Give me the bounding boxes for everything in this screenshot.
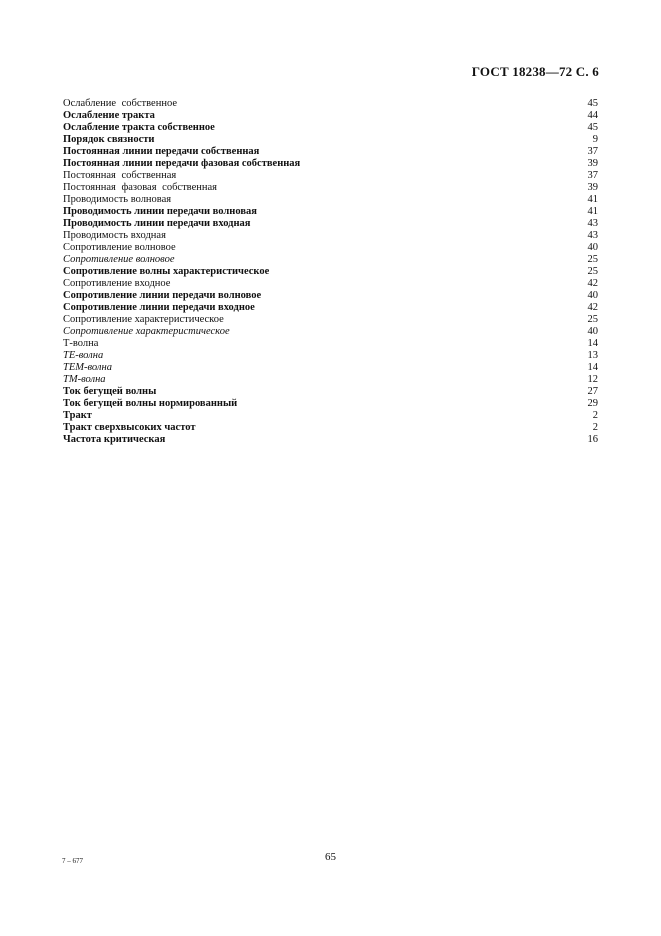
index-entry <box>63 194 598 206</box>
index-term: Сопротивление характеристическое <box>63 314 224 325</box>
index-page-ref: 9 <box>592 134 598 145</box>
index-page-ref: 39 <box>587 158 598 169</box>
index-page-ref: 25 <box>587 254 598 265</box>
index-term: Сопротивление входное <box>63 278 171 289</box>
index-term: Постоянная фазовая собственная <box>63 182 217 193</box>
index-term: Постоянная собственная <box>63 170 177 181</box>
index-page-ref: 29 <box>587 398 598 409</box>
index-page-ref: 41 <box>587 194 598 205</box>
page-number: 65 <box>325 851 336 863</box>
index-entry <box>63 386 598 398</box>
index-entry <box>63 338 598 350</box>
index-entry <box>63 326 598 338</box>
index-term: Сопротивление характеристическое <box>63 326 230 337</box>
index-page-ref: 40 <box>587 290 598 301</box>
index-page-ref: 2 <box>592 410 598 421</box>
index-page-ref: 13 <box>587 350 598 361</box>
index-term: ТМ-волна <box>63 374 106 385</box>
index-entry <box>63 158 598 170</box>
print-code: 7 – 677 <box>62 857 83 865</box>
index-entry <box>63 122 598 134</box>
index-entry <box>63 266 598 278</box>
index-term: Сопротивление линии передачи волновое <box>63 290 262 301</box>
index-term: Сопротивление волновое <box>63 242 176 253</box>
index-page-ref: 45 <box>587 122 598 133</box>
index-entry <box>63 146 598 158</box>
index-term: Сопротивление линии передачи входное <box>63 302 255 313</box>
index-page-ref: 12 <box>587 374 598 385</box>
index-entry <box>63 98 598 110</box>
index-page-ref: 25 <box>587 314 598 325</box>
index-term: Ослабление собственное <box>63 98 177 109</box>
index-term: Проводимость линии передачи входная <box>63 218 251 229</box>
index-page-ref: 45 <box>587 98 598 109</box>
index-term: Проводимость линии передачи волновая <box>63 206 257 217</box>
index-entry <box>63 362 598 374</box>
index-term: Частота критическая <box>63 434 166 445</box>
index-term: Ток бегущей волны нормированный <box>63 398 238 409</box>
index-page-ref: 42 <box>587 278 598 289</box>
index-entry <box>63 218 598 230</box>
index-entry <box>63 170 598 182</box>
index-term: Ослабление тракта собственное <box>63 122 215 133</box>
alphabetical-index <box>63 98 598 446</box>
index-page-ref: 40 <box>587 326 598 337</box>
index-entry <box>63 434 598 446</box>
index-term: ТЕМ-волна <box>63 362 112 373</box>
index-term: Тракт <box>63 410 92 421</box>
index-entry <box>63 134 598 146</box>
index-entry <box>63 302 598 314</box>
index-entry <box>63 314 598 326</box>
index-page-ref: 27 <box>587 386 598 397</box>
index-term: Сопротивление волны характеристическое <box>63 266 270 277</box>
index-entry <box>63 254 598 266</box>
index-entry <box>63 278 598 290</box>
index-page-ref: 43 <box>587 230 598 241</box>
index-term: Тракт сверхвысоких частот <box>63 422 196 433</box>
index-entry <box>63 230 598 242</box>
index-page-ref: 14 <box>587 338 598 349</box>
index-page-ref: 39 <box>587 182 598 193</box>
index-term: Постоянная линии передачи собственная <box>63 146 260 157</box>
index-term: Проводимость волновая <box>63 194 172 205</box>
index-page-ref: 41 <box>587 206 598 217</box>
index-entry <box>63 206 598 218</box>
index-entry <box>63 410 598 422</box>
index-page-ref: 40 <box>587 242 598 253</box>
index-entry <box>63 350 598 362</box>
index-term: Сопротивление волновое <box>63 254 175 265</box>
index-entry <box>63 182 598 194</box>
index-page-ref: 44 <box>587 110 598 121</box>
index-page-ref: 14 <box>587 362 598 373</box>
index-entry <box>63 242 598 254</box>
index-page-ref: 25 <box>587 266 598 277</box>
index-term: Т-волна <box>63 338 99 349</box>
index-page-ref: 43 <box>587 218 598 229</box>
page-header: ГОСТ 18238—72 С. 6 <box>471 64 599 79</box>
index-entry <box>63 374 598 386</box>
index-term: Постоянная линии передачи фазовая собственная <box>63 158 301 169</box>
index-page-ref: 37 <box>587 146 598 157</box>
index-page-ref: 2 <box>592 422 598 433</box>
index-entry <box>63 398 598 410</box>
index-term: Порядок связности <box>63 134 155 145</box>
index-page-ref: 37 <box>587 170 598 181</box>
index-term: Проводимость входная <box>63 230 166 241</box>
index-entry <box>63 290 598 302</box>
index-page-ref: 16 <box>587 434 598 445</box>
index-term: Ток бегущей волны <box>63 386 157 397</box>
index-page-ref: 42 <box>587 302 598 313</box>
index-term: ТЕ-волна <box>63 350 104 361</box>
index-term: Ослабление тракта <box>63 110 155 121</box>
index-entry <box>63 110 598 122</box>
index-entry <box>63 422 598 434</box>
